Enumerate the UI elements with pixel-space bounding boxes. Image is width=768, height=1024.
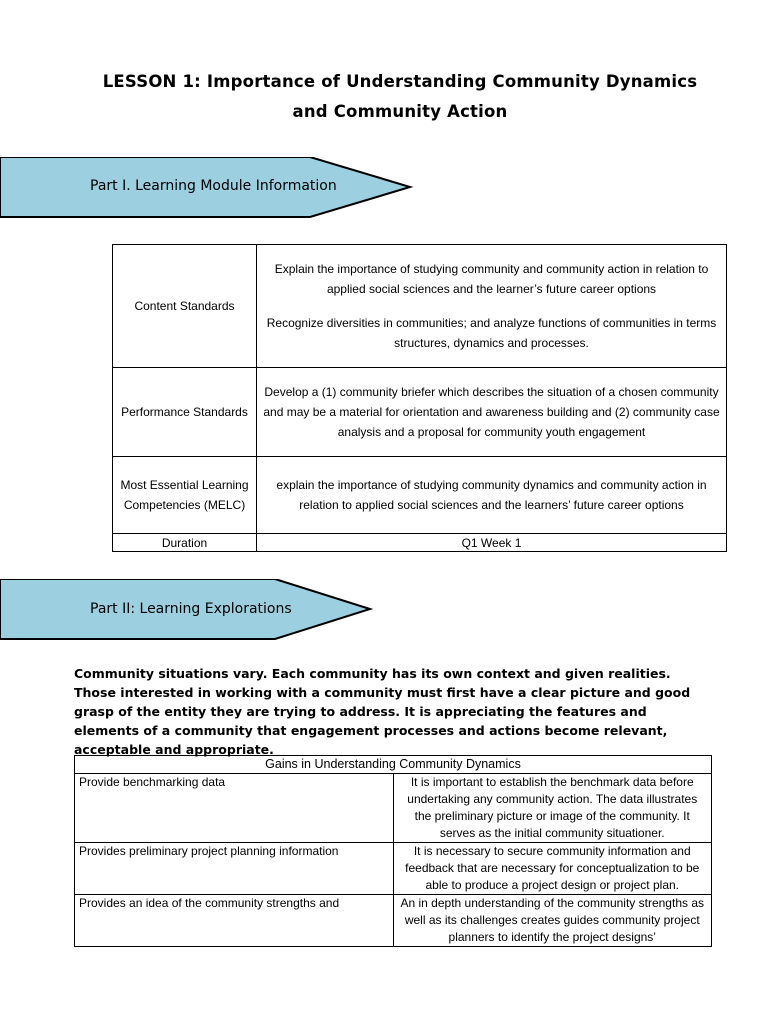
table-row [75, 774, 712, 843]
table-row [113, 534, 727, 552]
duration-value: Q1 Week 1 [257, 534, 727, 552]
lesson-title-line-1: LESSON 1: Importance of Understanding Community Dynamics [102, 72, 698, 91]
part-1-label: Part I. Learning Module Information [90, 178, 337, 194]
gain-label: Provides an idea of the community strengths and [75, 895, 394, 947]
part-2-banner [0, 579, 374, 641]
gain-description: An in depth understanding of the community strengths as well as its challenges creates guides community project planners to identify the project designs’ [393, 895, 712, 947]
table-row [75, 843, 712, 895]
lesson-title-line-2: and Community Action [292, 102, 508, 121]
content-standards-text-2: Recognize diversities in communities; and analyze functions of communities in terms structures, dynamics and processes. [266, 316, 717, 350]
gain-description: It is necessary to secure community information and feedback that are necessary for conceptualization to be able to produce a project design or project plan. [393, 843, 712, 895]
melc-label: Most Essential Learning Competencies (MELC) [113, 457, 257, 534]
table-row [113, 368, 727, 457]
melc-text: explain the importance of studying community dynamics and community action in relation to applied social sciences and the learners’ future career options [257, 457, 727, 534]
content-standards-label: Content Standards [113, 245, 257, 368]
gain-description: It is important to establish the benchmark data before undertaking any community action. The data illustrates the preliminary picture or image of the community. It serves as the initial community situationer. [393, 774, 712, 843]
performance-standards-label: Performance Standards [113, 368, 257, 457]
performance-standards-text: Develop a (1) community briefer which describes the situation of a chosen community and may be a material for orientation and awareness building and (2) community case analysis and a proposal for community youth engagement [257, 368, 727, 457]
table-header-row [75, 756, 712, 774]
intro-paragraph: Community situations vary. Each community has its own context and given realities. Those interested in working with a community must first have a clear picture and good grasp of the entity they are trying to address. It is appreciating the features and elements of a community that engagement processes and actions become relevant, acceptable and appropriate. [74, 666, 691, 757]
part-1-banner [0, 157, 414, 219]
standards-table [112, 244, 727, 552]
table-row [113, 457, 727, 534]
gain-label: Provides preliminary project planning information [75, 843, 394, 895]
gain-label: Provide benchmarking data [75, 774, 394, 843]
gains-table-header: Gains in Understanding Community Dynamics [75, 756, 712, 774]
table-row [113, 245, 727, 368]
gains-table [74, 755, 712, 947]
content-standards-text-1: Explain the importance of studying community and community action in relation to applied social sciences and the learner’s future career options [274, 262, 709, 296]
table-row [75, 895, 712, 947]
part-2-label: Part II: Learning Explorations [90, 601, 292, 617]
content-standards-value [257, 245, 727, 368]
duration-label: Duration [113, 534, 257, 552]
